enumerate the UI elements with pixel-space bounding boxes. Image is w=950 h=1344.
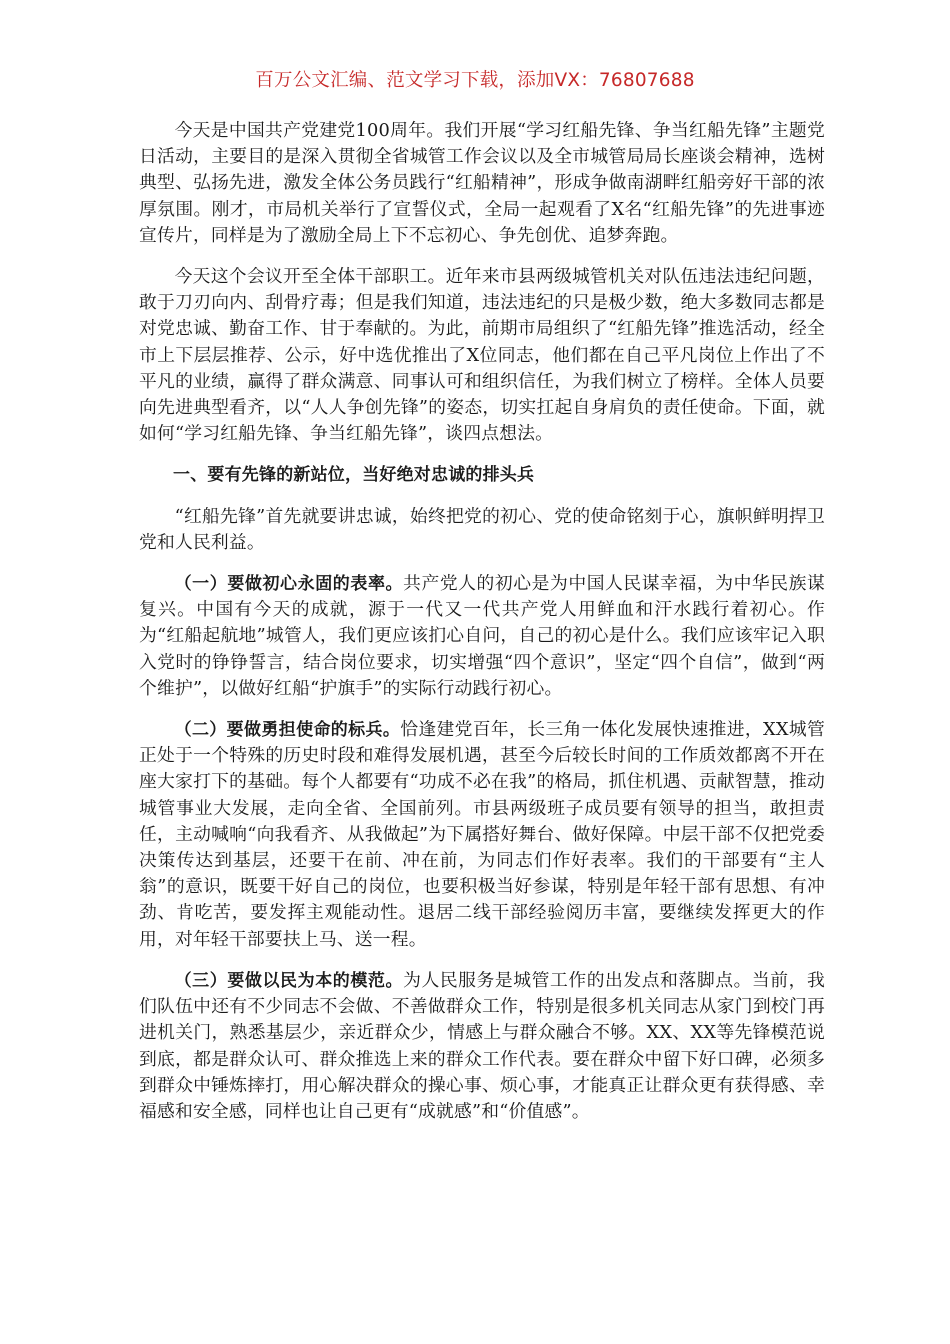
subsection-body: 为人民服务是城管工作的出发点和落脚点。当前，我们队伍中还有不少同志不会做、不善做群众工作，特别是很多机关同志从家门到校门再进机关门，熟悉基层少，亲近群众少，情感上与群众融合不够。XX、XX等先锋模范说到底，都是群众认可、群众推选上来的群众工作代表。要在群众中留下好口碑，必须多到群众中锤炼摔打，用心解决群众的操心事、烦心事，才能真正让群众更有获得感、幸福感和安全感，同样也让自己更有“成就感”和“价值感”。: [139, 969, 825, 1122]
header-banner: 百万公文汇编、范文学习下载，添加VX：76807688: [255, 70, 695, 91]
paragraph: 今天是中国共产党建党100周年。我们开展“学习红船先锋、争当红船先锋”主题党日活动，主要目的是深入贯彻全省城管工作会议以及全市城管局局长座谈会精神，选树典型、弘扬先进，激发全体公务员践行“红船精神”，形成争做南湖畔红船旁好干部的浓厚氛围。刚才，市局机关举行了宣誓仪式，全局一起观看了X名“红船先锋”的先进事迹宣传片，同样是为了激励全局上下不忘初心、争先创优、追梦奔跑。: [139, 120, 825, 246]
section-heading: 一、要有先锋的新站位，当好绝对忠诚的排头兵: [173, 465, 535, 486]
subsection-body: 共产党人的初心是为中国人民谋幸福，为中华民族谋复兴。中国有今天的成就，源于一代又一代共产党人用鲜血和汗水践行着初心。作为“红船起航地”城管人，我们更应该扪心自问，自己的初心是什么。我们应该牢记入职入党时的铮铮誓言，结合岗位要求，切实增强“四个意识”，坚定“四个自信”，做到“两个维护”，以做好红船“护旗手”的实际行动践行初心。: [139, 573, 825, 699]
subsection-paragraph: [139, 968, 825, 1125]
subsection-title: （一）要做初心永固的表率。: [174, 574, 404, 595]
subsection-title: （二）要做勇担使命的标兵。: [174, 720, 401, 741]
subsection-title: （三）要做以民为本的模范。: [174, 970, 404, 991]
paragraph: 今天这个会议开至全体干部职工。近年来市县两级城管机关对队伍违法违纪问题，敢于刀刃向内、刮骨疗毒；但是我们知道，违法违纪的只是极少数，绝大多数同志都是对党忠诚、勤奋工作、甘于奉献的。为此，前期市局组织了“红船先锋”推选活动，经全市上下层层推荐、公示，好中选优推出了X位同志，他们都在自己平凡岗位上作出了不平凡的业绩，赢得了群众满意、同事认可和组织信任，为我们树立了榜样。全体人员要向先进典型看齐，以“人人争创先锋”的姿态，切实扛起自身肩负的责任使命。下面，就如何“学习红船先锋、争当红船先锋”，谈四点想法。: [139, 266, 825, 445]
paragraph: “红船先锋”首先就要讲忠诚，始终把党的初心、党的使命铭刻于心，旗帜鲜明捍卫党和人民利益。: [139, 505, 825, 553]
document-body: [139, 118, 825, 1140]
subsection-body: 恰逢建党百年，长三角一体化发展快速推进，XX城管正处于一个特殊的历史时段和难得发展机遇，甚至今后较长时间的工作质效都离不开在座大家打下的基础。每个人都要有“功成不必在我”的格局，抓住机遇、贡献智慧，推动城管事业大发展，走向全省、全国前列。市县两级班子成员要有领导的担当，敢担责任，主动喊响“向我看齐、从我做起”为下属搭好舞台、做好保障。中层干部不仅把党委决策传达到基层，还要干在前、冲在前，为同志们作好表率。我们的干部要有“主人翁”的意识，既要干好自己的岗位，也要积极当好参谋，特别是年轻干部有思想、有冲劲、肯吃苦，要发挥主观能动性。退居二线干部经验阅历丰富，要继续发挥更大的作用，对年轻干部要扶上马、送一程。: [139, 719, 825, 950]
subsection-paragraph: [139, 571, 825, 702]
subsection-paragraph: [139, 717, 825, 953]
